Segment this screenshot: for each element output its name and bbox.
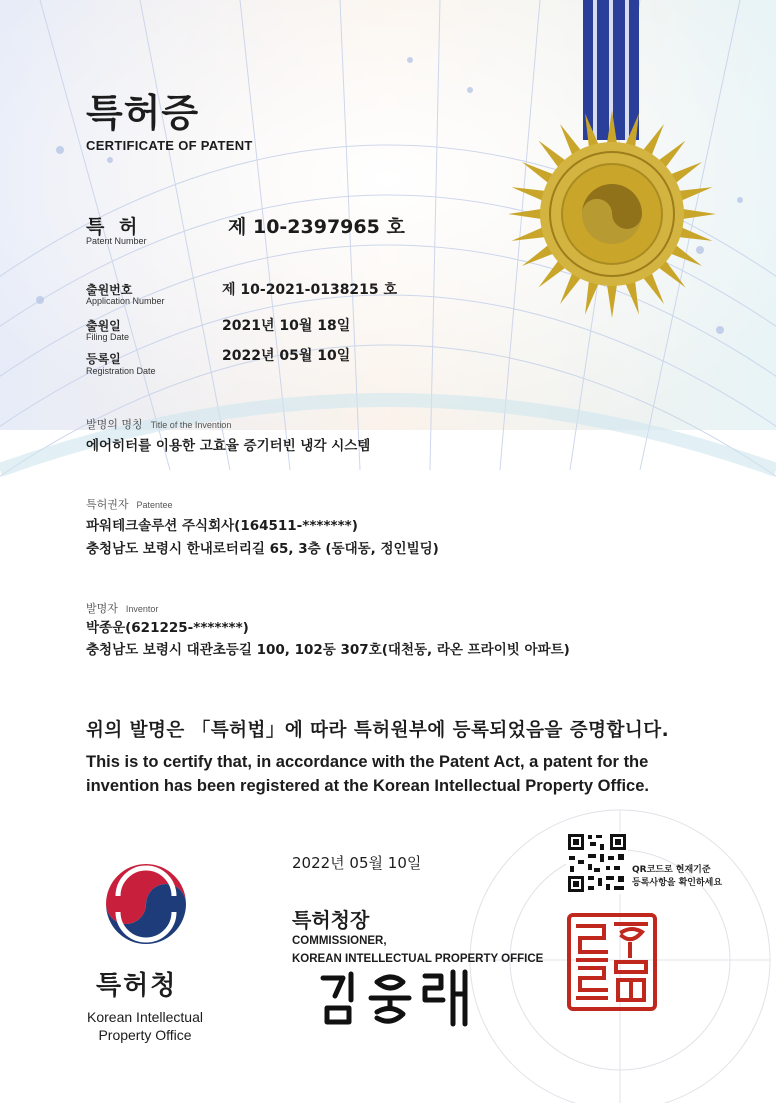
registration-date-label-english: Registration Date [86,366,156,376]
filing-date-label-english: Filing Date [86,332,130,342]
inventor-name: 박종운(621225-*******) [86,620,249,636]
patentee-name: 파워테크솔루션 주식회사(164511-*******) [86,518,358,534]
kipo-logo-icon [98,856,194,952]
invention-title-label: 발명의 명칭 Title of the Invention [86,418,232,431]
patent-number-label-english: Patent Number [86,236,147,246]
patentee-label: 특허권자 Patentee [86,498,173,511]
registration-date-label: 등록일 [86,352,121,366]
certificate-title-english: CERTIFICATE OF PATENT [86,138,253,153]
commissioner-title: 특허청장 [292,908,370,932]
filing-date-label: 출원일 [86,319,121,333]
inventor-label: 발명자 Inventor [86,602,159,615]
patent-number-label: 특 허 [86,216,142,238]
filing-date-value: 2021년 10월 18일 [222,318,351,334]
patentee-address: 충청남도 보령시 한내로터리길 65, 3층 (동대동, 정인빌딩) [86,541,439,557]
qr-code-icon[interactable] [566,832,628,894]
issue-date: 2022년 05월 10일 [292,854,422,872]
application-number-label-english: Application Number [86,296,165,306]
commissioner-title-english: COMMISSIONER, KOREAN INTELLECTUAL PROPERTY OFFICE [292,935,544,965]
certification-statement-korean: 위의 발명은 「특허법」에 따라 특허원부에 등록되었음을 증명합니다. [86,720,670,741]
gold-seal-medal-icon [508,110,716,318]
application-number-value: 제 10-2021-0138215 호 [222,282,398,298]
certificate-title: 특허증 [86,91,200,135]
patent-number-value: 제 10-2397965 호 [228,216,405,238]
office-name-korean: 특허청 [96,971,178,1001]
qr-instruction-text: QR코드로 현재기준 등록사항을 확인하세요 [632,865,723,888]
invention-title-value: 에어히터를 이용한 고효율 증기터빈 냉각 시스템 [86,438,371,454]
office-name-english: Korean Intellectual Property Office [87,1009,203,1043]
registration-date-value: 2022년 05월 10일 [222,348,351,364]
official-red-seal-icon [566,912,658,1012]
commissioner-signature-icon [315,968,485,1030]
inventor-address: 충청남도 보령시 대관초등길 100, 102동 307호(대천동, 라온 프라이빗 아파트) [86,642,570,658]
certification-statement-english: This is to certify that, in accordance with the Patent Act, a patent for the invention has been registered at the Korean Intellectual Property Office. [86,753,649,795]
application-number-label: 출원번호 [86,283,133,297]
